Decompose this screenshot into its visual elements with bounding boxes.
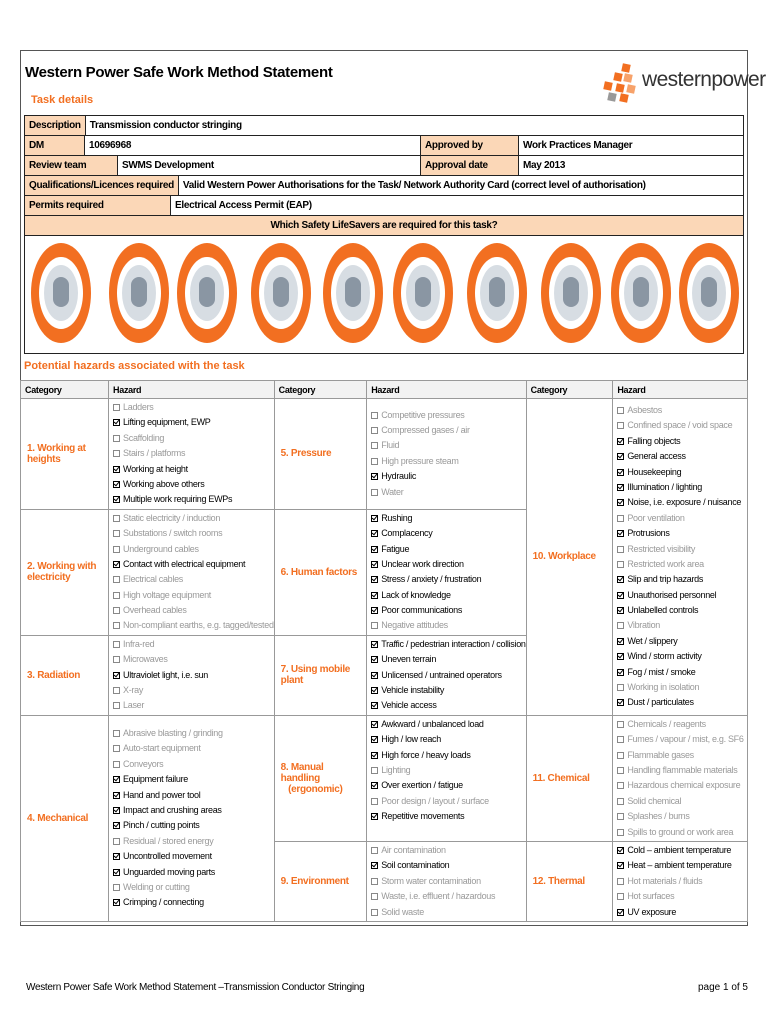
- hazard-item[interactable]: Splashes / burns: [617, 809, 747, 824]
- hazard-item[interactable]: X-ray: [113, 683, 274, 698]
- hazard-item[interactable]: Lack of knowledge: [371, 588, 525, 603]
- hazard-category: 6. Human factors: [274, 509, 367, 635]
- hazard-category: 1. Working at heights: [21, 399, 109, 510]
- hazard-item[interactable]: Static electricity / induction: [113, 511, 274, 526]
- permits-value: Electrical Access Permit (EAP): [171, 196, 744, 216]
- lifesaver-icon: [679, 243, 739, 345]
- hazard-item[interactable]: Unclear work direction: [371, 557, 525, 572]
- lifesaver-icon: [393, 243, 453, 345]
- footer-page-number: page 1 of 5: [697, 982, 748, 993]
- lifesaver-icon: [31, 243, 91, 345]
- hazard-item[interactable]: Ultraviolet light, i.e. sun: [113, 668, 274, 683]
- hazard-item[interactable]: Negative attitudes: [371, 618, 525, 633]
- hazard-item[interactable]: Waste, i.e. effluent / hazardous: [371, 889, 525, 904]
- hazard-item[interactable]: Vehicle instability: [371, 683, 525, 698]
- hazard-item[interactable]: Vibration: [617, 618, 747, 633]
- hazard-item[interactable]: Equipment failure: [113, 772, 274, 787]
- hazard-item[interactable]: Awkward / unbalanced load: [371, 717, 525, 732]
- hazard-item[interactable]: Stress / anxiety / frustration: [371, 572, 525, 587]
- hazard-item[interactable]: Hot surfaces: [617, 889, 747, 904]
- hazard-item[interactable]: Unlicensed / untrained operators: [371, 668, 525, 683]
- hazard-item[interactable]: Noise, i.e. exposure / nuisance: [617, 495, 747, 510]
- hazard-item[interactable]: Falling objects: [617, 434, 747, 449]
- hazard-item[interactable]: Laser: [113, 698, 274, 713]
- hazard-category: 5. Pressure: [274, 399, 367, 510]
- hazard-item[interactable]: Fluid: [371, 438, 525, 453]
- hazard-item[interactable]: Uncontrolled movement: [113, 849, 274, 864]
- approval-date-value: May 2013: [519, 156, 744, 176]
- lifesaver-icon: [251, 243, 311, 345]
- dm-value: 10696968: [85, 136, 421, 156]
- hazard-item[interactable]: Wet / slippery: [617, 634, 747, 649]
- hazard-item[interactable]: Complacency: [371, 526, 525, 541]
- hazard-item[interactable]: Fatigue: [371, 542, 525, 557]
- qualifications-label: Qualifications/Licences required: [25, 176, 179, 196]
- hazard-item[interactable]: Rushing: [371, 511, 525, 526]
- hazard-item[interactable]: Fumes / vapour / mist, e.g. SF6: [617, 732, 747, 747]
- lifesaver-icon: [177, 243, 237, 345]
- qualifications-row: [24, 175, 744, 196]
- dm-label: DM: [25, 136, 85, 156]
- approval-date-label: Approval date: [421, 156, 519, 176]
- hazard-item[interactable]: Fog / mist / smoke: [617, 665, 747, 680]
- hazard-item[interactable]: Poor ventilation: [617, 511, 747, 526]
- lifesavers-icons: [24, 236, 744, 354]
- task-details-heading: Task details: [31, 94, 94, 106]
- hazard-item[interactable]: Poor design / layout / surface: [371, 794, 525, 809]
- hazard-item[interactable]: Unauthorised personnel: [617, 588, 747, 603]
- column-header-category: Category: [21, 381, 109, 399]
- hazard-category: 11. Chemical: [526, 715, 613, 841]
- hazard-item[interactable]: Wind / storm activity: [617, 649, 747, 664]
- hazard-item[interactable]: Residual / stored energy: [113, 834, 274, 849]
- hazard-item[interactable]: Water: [371, 485, 525, 500]
- hazard-item[interactable]: Unlabelled controls: [617, 603, 747, 618]
- hazard-item[interactable]: Traffic / pedestrian interaction / collision: [371, 637, 525, 652]
- task-details-table: [24, 115, 744, 136]
- hazard-item[interactable]: Lighting: [371, 763, 525, 778]
- hazard-item[interactable]: Underground cables: [113, 542, 274, 557]
- hazard-item[interactable]: Lifting equipment, EWP: [113, 415, 274, 430]
- approved-by-label: Approved by: [421, 136, 519, 156]
- column-header-hazard: Hazard: [109, 381, 275, 399]
- hazard-item[interactable]: Protrusions: [617, 526, 747, 541]
- column-header-category: Category: [526, 381, 613, 399]
- hazard-item[interactable]: Confined space / void space: [617, 418, 747, 433]
- page-title: Western Power Safe Work Method Statement: [25, 64, 333, 81]
- review-team-value: SWMS Development: [118, 156, 421, 176]
- hazard-item[interactable]: Scaffolding: [113, 431, 274, 446]
- hazard-item[interactable]: Spills to ground or work area: [617, 825, 747, 840]
- hazard-item[interactable]: Cold – ambient temperature: [617, 843, 747, 858]
- hazard-item[interactable]: Vehicle access: [371, 698, 525, 713]
- hazard-item[interactable]: Flammable gases: [617, 748, 747, 763]
- hazard-item[interactable]: Soil contamination: [371, 858, 525, 873]
- lifesaver-icon: [109, 243, 169, 345]
- hazard-item[interactable]: Working above others: [113, 477, 274, 492]
- hazard-item[interactable]: Stairs / platforms: [113, 446, 274, 461]
- hazard-item[interactable]: Electrical cables: [113, 572, 274, 587]
- hazard-item[interactable]: Heat – ambient temperature: [617, 858, 747, 873]
- hazard-item[interactable]: Over exertion / fatigue: [371, 778, 525, 793]
- hazard-item[interactable]: Restricted work area: [617, 557, 747, 572]
- hazard-item[interactable]: Welding or cutting: [113, 880, 274, 895]
- review-team-label: Review team: [25, 156, 118, 176]
- column-header-category: Category: [274, 381, 367, 399]
- hazard-item[interactable]: High voltage equipment: [113, 588, 274, 603]
- hazard-category: 12. Thermal: [526, 841, 613, 921]
- hazard-item[interactable]: Unguarded moving parts: [113, 865, 274, 880]
- hazard-item[interactable]: Pinch / cutting points: [113, 818, 274, 833]
- hazard-item[interactable]: Poor communications: [371, 603, 525, 618]
- permits-row: [24, 195, 744, 216]
- hazard-item[interactable]: Conveyors: [113, 757, 274, 772]
- column-header-hazard: Hazard: [367, 381, 526, 399]
- approved-by-value: Work Practices Manager: [519, 136, 744, 156]
- lifesavers-row: [24, 215, 744, 236]
- hazard-item[interactable]: Crimping / connecting: [113, 895, 274, 910]
- hazard-item[interactable]: Repetitive movements: [371, 809, 525, 824]
- hazard-item[interactable]: Dust / particulates: [617, 695, 747, 710]
- description-label: Description: [25, 116, 86, 136]
- hazard-category: 10. Workplace: [526, 399, 613, 716]
- western-power-logo: [600, 60, 766, 104]
- hazard-item[interactable]: Asbestos: [617, 403, 747, 418]
- hazard-item[interactable]: UV exposure: [617, 905, 747, 920]
- hazard-item[interactable]: Working in isolation: [617, 680, 747, 695]
- hazard-item[interactable]: High / low reach: [371, 732, 525, 747]
- hazard-item[interactable]: Auto-start equipment: [113, 741, 274, 756]
- hazard-category: 9. Environment: [274, 841, 367, 921]
- logo-wordmark: westernpower: [642, 68, 766, 91]
- hazard-item[interactable]: Overhead cables: [113, 603, 274, 618]
- hazard-item[interactable]: Hand and power tool: [113, 788, 274, 803]
- hazard-item[interactable]: Multiple work requiring EWPs: [113, 492, 274, 507]
- hazard-item[interactable]: Hydraulic: [371, 469, 525, 484]
- hazard-item[interactable]: High pressure steam: [371, 454, 525, 469]
- footer-document-name: Western Power Safe Work Method Statement –Transmission Conductor Stringing: [26, 982, 365, 993]
- hazard-item[interactable]: Infra-red: [113, 637, 274, 652]
- hazard-item[interactable]: Impact and crushing areas: [113, 803, 274, 818]
- review-row: [24, 155, 744, 176]
- hazard-item[interactable]: Chemicals / reagents: [617, 717, 747, 732]
- hazard-table: [20, 380, 748, 922]
- hazard-item[interactable]: Air contamination: [371, 843, 525, 858]
- hazard-item[interactable]: Storm water contamination: [371, 874, 525, 889]
- dm-row: [24, 135, 744, 156]
- hazard-item[interactable]: Hot materials / fluids: [617, 874, 747, 889]
- hazard-item[interactable]: Contact with electrical equipment: [113, 557, 274, 572]
- hazard-item[interactable]: High force / heavy loads: [371, 748, 525, 763]
- hazard-item[interactable]: Uneven terrain: [371, 652, 525, 667]
- hazard-item[interactable]: Non-compliant earths, e.g. tagged/tested: [113, 618, 274, 633]
- lifesavers-question: Which Safety LifeSavers are required for this task?: [25, 216, 744, 236]
- hazard-item[interactable]: Housekeeping: [617, 465, 747, 480]
- hazards-heading: Potential hazards associated with the task: [24, 360, 245, 372]
- hazard-item[interactable]: Slip and trip hazards: [617, 572, 747, 587]
- lifesaver-icon: [467, 243, 527, 345]
- hazard-category: 3. Radiation: [21, 635, 109, 715]
- hazard-item[interactable]: Solid chemical: [617, 794, 747, 809]
- column-header-hazard: Hazard: [613, 381, 748, 399]
- hazard-category: 4. Mechanical: [21, 715, 109, 921]
- hazard-item[interactable]: General access: [617, 449, 747, 464]
- hazard-item[interactable]: Handling flammable materials: [617, 763, 747, 778]
- hazard-category: 2. Working with electricity: [21, 509, 109, 635]
- hazard-item[interactable]: Hazardous chemical exposure: [617, 778, 747, 793]
- hazard-item[interactable]: Solid waste: [371, 905, 525, 920]
- hazard-item[interactable]: Ladders: [113, 400, 274, 415]
- hazard-item[interactable]: Substations / switch rooms: [113, 526, 274, 541]
- hazard-item[interactable]: Illumination / lighting: [617, 480, 747, 495]
- hazard-item[interactable]: Restricted visibility: [617, 542, 747, 557]
- hazard-item[interactable]: Microwaves: [113, 652, 274, 667]
- lifesaver-icon: [611, 243, 671, 345]
- hazard-category: 7. Using mobile plant: [274, 635, 367, 715]
- lifesaver-icon: [323, 243, 383, 345]
- hazard-item[interactable]: Compressed gases / air: [371, 423, 525, 438]
- permits-label: Permits required: [25, 196, 171, 216]
- hazard-item[interactable]: Competitive pressures: [371, 408, 525, 423]
- description-value: Transmission conductor stringing: [85, 116, 743, 136]
- hazard-item[interactable]: Abrasive blasting / grinding: [113, 726, 274, 741]
- qualifications-value: Valid Western Power Authorisations for the Task/ Network Authority Card (correct level of authorisation): [178, 176, 743, 196]
- lifesaver-icon: [541, 243, 601, 345]
- hazard-item[interactable]: Working at height: [113, 462, 274, 477]
- hazard-category: 8. Manual handling (ergonomic): [274, 715, 367, 841]
